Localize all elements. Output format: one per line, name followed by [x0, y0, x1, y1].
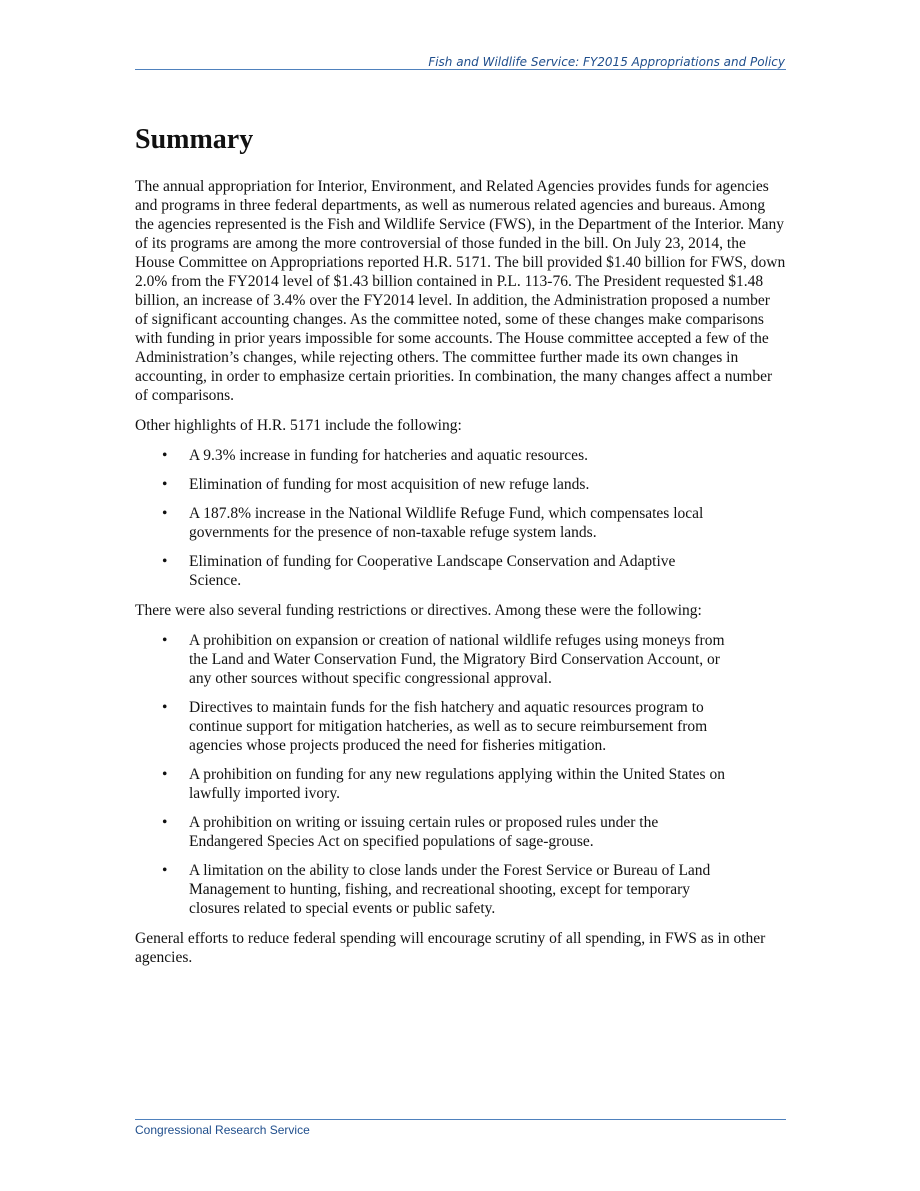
restrictions-list: [135, 631, 786, 918]
header-divider: [135, 69, 786, 70]
list-item: [135, 552, 786, 590]
page-title: Summary: [135, 124, 254, 155]
list-item-text: Directives to maintain funds for the fish hatchery and aquatic resources program to continue support for mitigation hatcheries, as well as to secure reimbursement from agencies whose projects produced the need for fisheries mitigation.: [189, 699, 708, 754]
list-item-text: A prohibition on expansion or creation of national wildlife refuges using moneys from the Land and Water Conservation Fund, the Migratory Bird Conservation Account, or any other sources without specific congressional approval.: [189, 632, 725, 687]
bullet-icon: •: [162, 814, 168, 831]
list-item: [135, 861, 786, 918]
bullet-icon: •: [162, 476, 168, 493]
bullet-icon: •: [162, 505, 168, 522]
footer-divider: [135, 1119, 786, 1120]
list-item: [135, 631, 786, 688]
bullet-icon: •: [162, 447, 168, 464]
highlights-lead-in: Other highlights of H.R. 5171 include the following:: [135, 417, 462, 434]
bullet-icon: •: [162, 632, 168, 649]
summary-body: [135, 177, 786, 978]
closing-paragraph: General efforts to reduce federal spending will encourage scrutiny of all spending, in FWS as in other agencies.: [135, 930, 766, 966]
list-item: [135, 504, 786, 542]
intro-paragraph: The annual appropriation for Interior, Environment, and Related Agencies provides funds for agencies and programs in three federal departments, as well as numerous related agencies and bureaus. Among the agencies represented is the Fish and Wildlife Service (FWS), in the Department of the Interior. Many of its programs are among the more controversial of those funded in the bill. On July 23, 2014, the House Committee on Appropriations reported H.R. 5171. The bill provided $1.40 billion for FWS, down 2.0% from the FY2014 level of $1.43 billion contained in P.L. 113-76. The President requested $1.48 billion, an increase of 3.4% over the FY2014 level. In addition, the Administration proposed a number of significant accounting changes. As the committee noted, some of these changes make comparisons with funding in prior years impossible for some accounts. The House committee accepted a few of the Administration’s changes, while rejecting others. The committee further made its own changes in accounting, in order to emphasize certain priorities. In combination, the many changes affect a number of comparisons.: [135, 178, 786, 404]
highlights-list: [135, 446, 786, 590]
list-item: [135, 698, 786, 755]
restrictions-lead-in: There were also several funding restrictions or directives. Among these were the following:: [135, 602, 702, 619]
list-item: [135, 813, 786, 851]
list-item-text: A prohibition on writing or issuing certain rules or proposed rules under the Endangered Species Act on specified populations of sage-grouse.: [189, 814, 659, 850]
bullet-icon: •: [162, 766, 168, 783]
footer-org: Congressional Research Service: [135, 1123, 310, 1137]
list-item-text: A prohibition on funding for any new regulations applying within the United States on lawfully imported ivory.: [189, 766, 725, 802]
list-item-text: A 187.8% increase in the National Wildlife Refuge Fund, which compensates local governments for the presence of non-taxable refuge system lands.: [189, 505, 704, 541]
list-item-text: Elimination of funding for Cooperative Landscape Conservation and Adaptive Science.: [189, 553, 676, 589]
list-item-text: A limitation on the ability to close lands under the Forest Service or Bureau of Land Management to hunting, fishing, and recreational shooting, except for temporary closures related to special events or public safety.: [189, 862, 711, 917]
list-item-text: A 9.3% increase in funding for hatcheries and aquatic resources.: [189, 447, 588, 464]
bullet-icon: •: [162, 699, 168, 716]
bullet-icon: •: [162, 862, 168, 879]
list-item: [135, 765, 786, 803]
running-header: Fish and Wildlife Service: FY2015 Appropriations and Policy: [428, 55, 785, 69]
list-item-text: Elimination of funding for most acquisition of new refuge lands.: [189, 476, 590, 493]
list-item: [135, 475, 786, 494]
bullet-icon: •: [162, 553, 168, 570]
list-item: [135, 446, 786, 465]
